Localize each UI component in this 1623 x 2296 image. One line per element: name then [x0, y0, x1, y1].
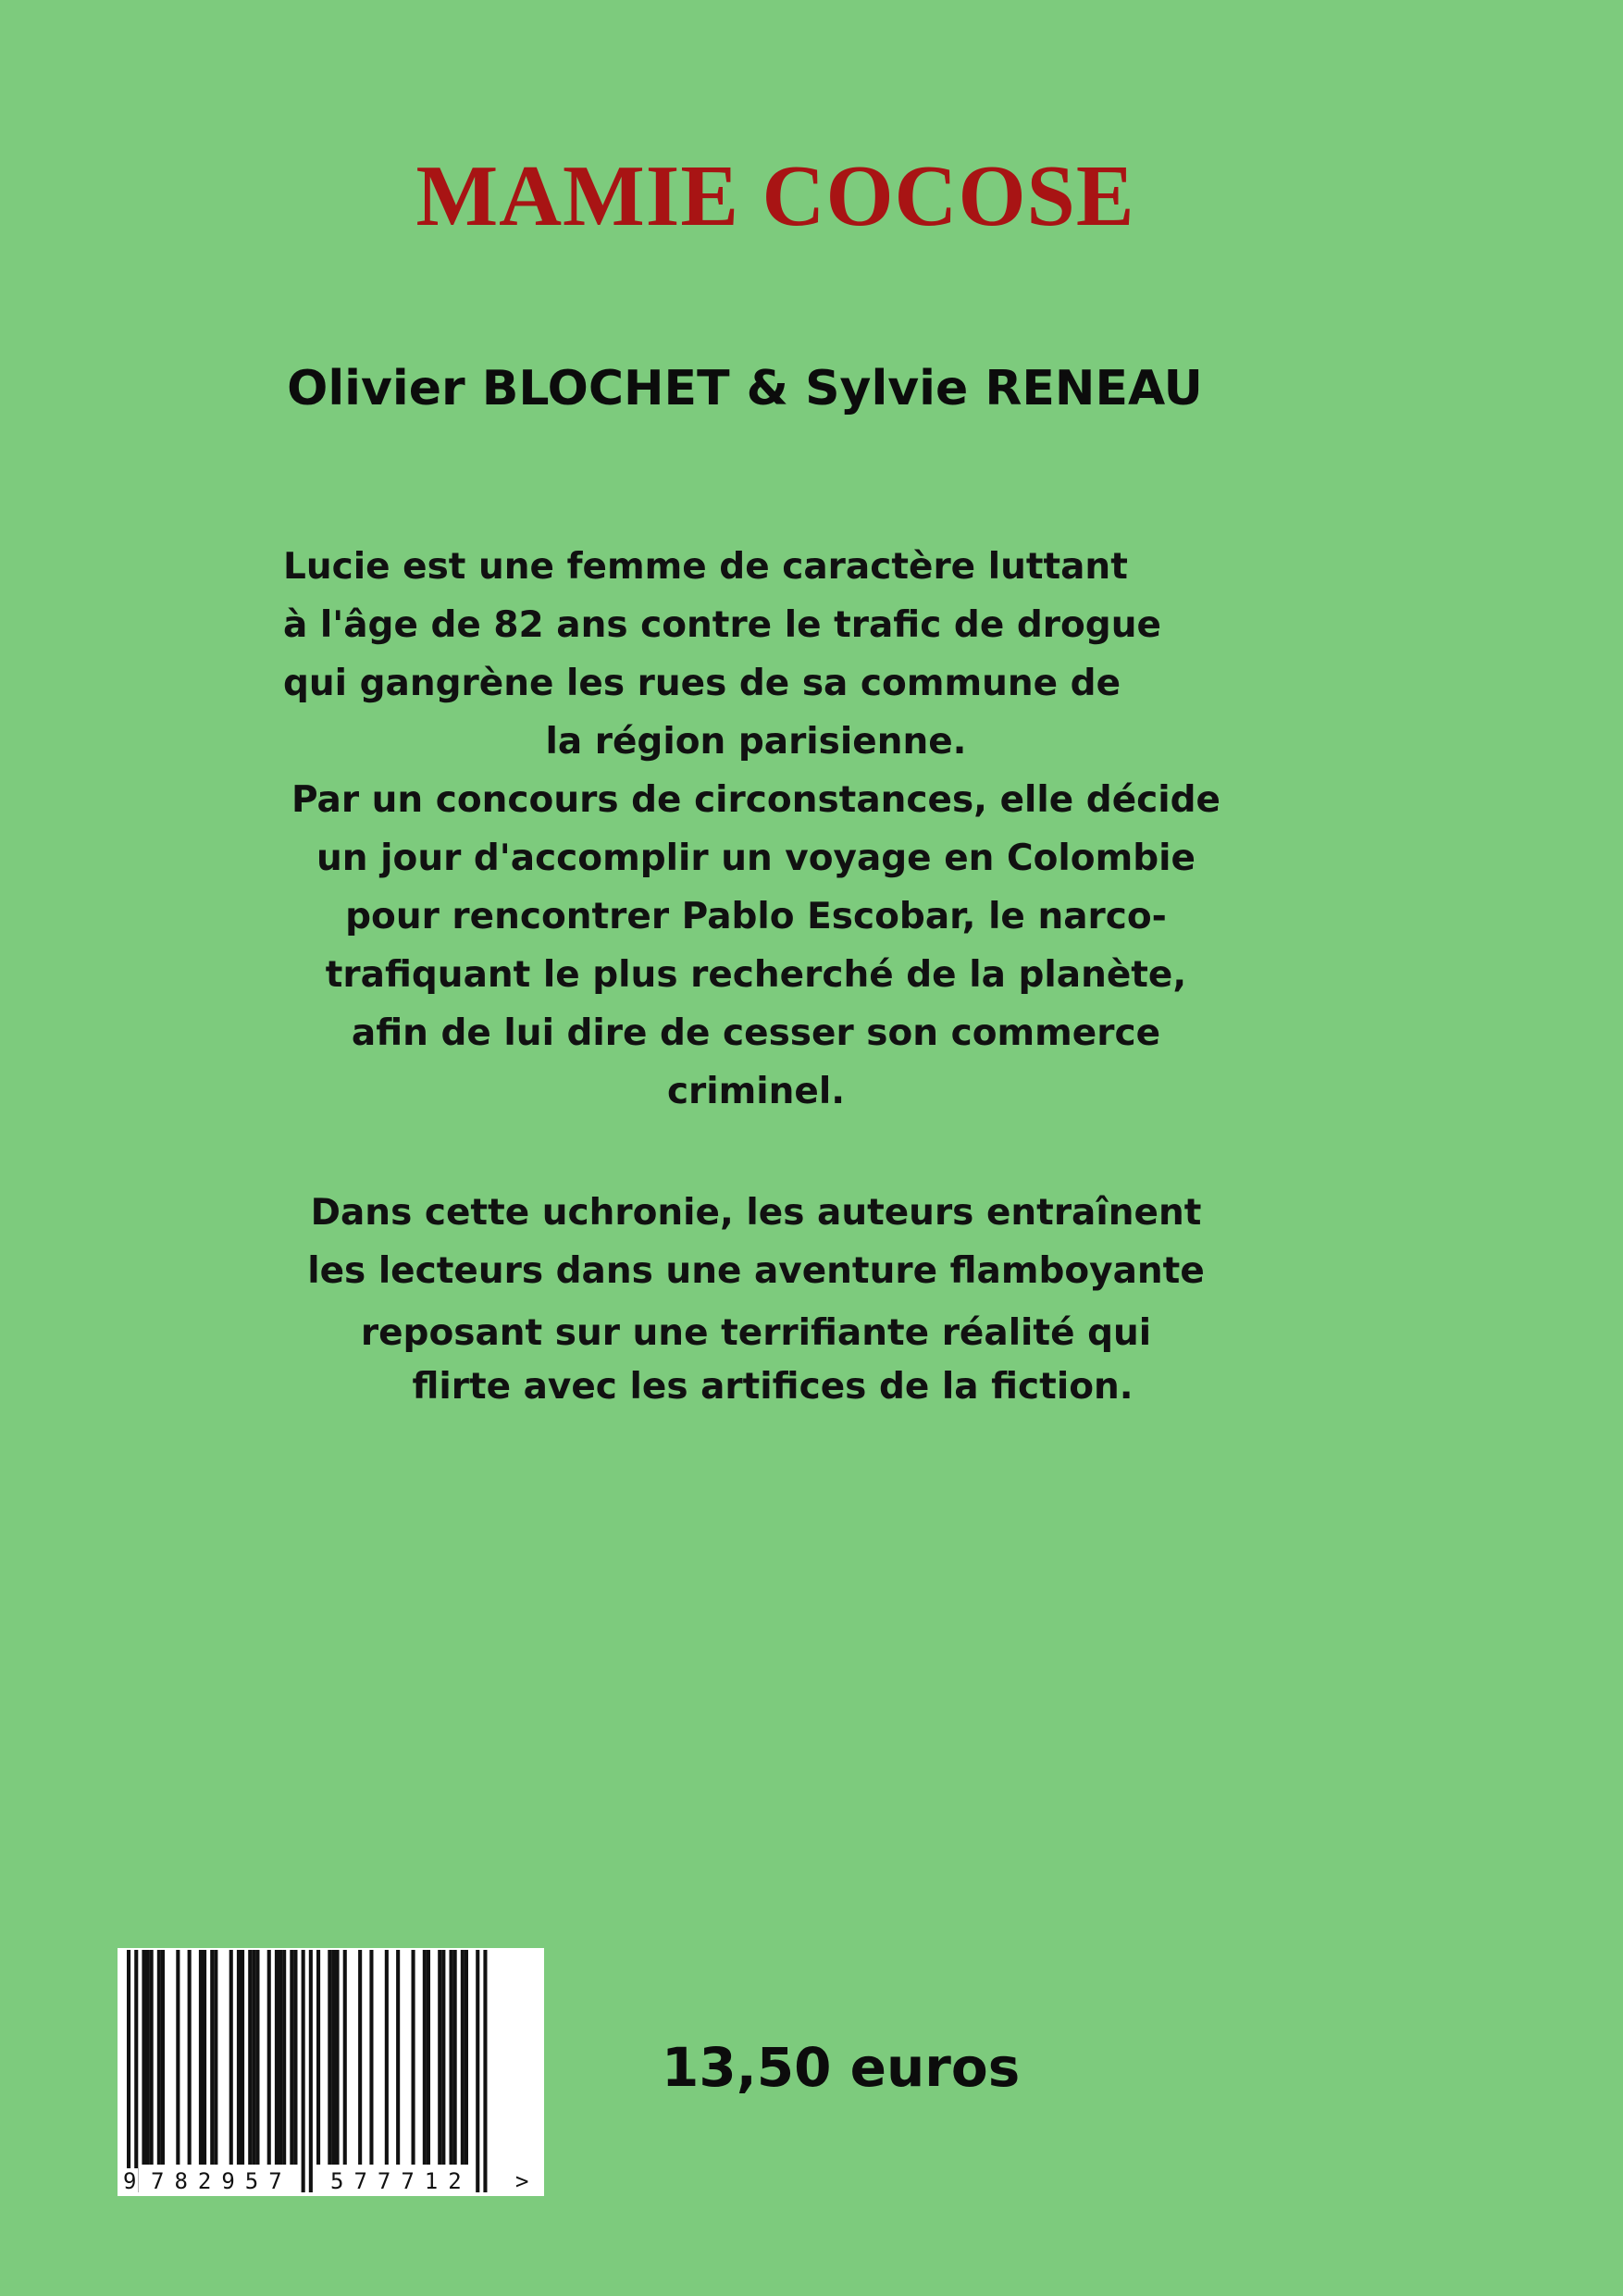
- barcode-bar: [331, 1950, 335, 2165]
- barcode-bar: [328, 1950, 331, 2165]
- blurb-line: Par un concours de circonstances, elle décide: [291, 779, 1221, 821]
- barcode-bar: [476, 1950, 479, 2192]
- barcode-bar: [279, 1950, 282, 2165]
- barcode-bar: [267, 1950, 271, 2165]
- blurb-line: pour rencontrer Pablo Escobar, le narco-: [345, 896, 1167, 937]
- barcode-bar: [293, 1950, 297, 2165]
- barcode-bar: [358, 1950, 362, 2165]
- barcode-bar: [142, 1950, 145, 2165]
- barcode-bar: [453, 1950, 457, 2165]
- isbn-barcode: [118, 1948, 544, 2196]
- barcode-bar: [150, 1950, 154, 2165]
- barcode-bar: [290, 1950, 293, 2165]
- barcode-bar: [248, 1950, 252, 2165]
- barcode-digits: [118, 2166, 544, 2194]
- barcode-lead-digit: 9: [123, 2168, 137, 2194]
- barcode-bar: [188, 1950, 192, 2165]
- barcode-bars: [118, 1948, 544, 2196]
- blurb-line: la région parisienne.: [545, 721, 967, 763]
- barcode-bar: [161, 1950, 165, 2165]
- barcode-bar: [241, 1950, 244, 2165]
- blurb-line: à l'âge de 82 ans contre le trafic de drogue: [283, 604, 1161, 646]
- barcode-bar: [275, 1950, 279, 2165]
- barcode-bar: [309, 1950, 313, 2192]
- barcode-bar: [450, 1950, 453, 2165]
- barcode-bar: [176, 1950, 180, 2165]
- barcode-bar: [427, 1950, 430, 2165]
- barcode-end-mark: >: [515, 2168, 529, 2194]
- barcode-bar: [302, 1950, 305, 2192]
- barcode-bar: [157, 1950, 161, 2165]
- barcode-digit-group: 782957: [151, 2168, 292, 2194]
- blurb-line: flirte avec les artifices de la fiction.: [412, 1366, 1134, 1408]
- blurb-line: Dans cette uchronie, les auteurs entraînent: [310, 1192, 1202, 1234]
- blurb-line: trafiquant le plus recherché de la planète,: [325, 954, 1187, 996]
- barcode-bar: [252, 1950, 255, 2165]
- barcode-bar: [282, 1950, 286, 2165]
- blurb-line: un jour d'accomplir un voyage en Colombie: [316, 838, 1196, 879]
- barcode-bar: [229, 1950, 233, 2165]
- barcode-bar: [237, 1950, 241, 2165]
- barcode-bar: [146, 1950, 150, 2165]
- barcode-bar: [465, 1950, 468, 2165]
- blurb-line: les lecteurs dans une aventure flamboyante: [307, 1250, 1205, 1292]
- book-authors: Olivier BLOCHET & Sylvie RENEAU: [287, 361, 1203, 416]
- barcode-bar: [412, 1950, 415, 2165]
- blurb-line: reposant sur une terrifiante réalité qui: [360, 1312, 1152, 1354]
- barcode-bar: [203, 1950, 206, 2165]
- blurb-line: afin de lui dire de cesser son commerce: [351, 1012, 1161, 1054]
- barcode-bar: [441, 1950, 445, 2165]
- barcode-bar: [423, 1950, 427, 2165]
- barcode-bar: [385, 1950, 389, 2165]
- barcode-bar: [343, 1950, 347, 2165]
- barcode-bar: [483, 1950, 487, 2192]
- barcode-bar: [336, 1950, 340, 2165]
- barcode-bar: [214, 1950, 217, 2165]
- barcode-bar: [199, 1950, 203, 2165]
- barcode-bar: [369, 1950, 373, 2165]
- barcode-bar: [127, 1950, 130, 2192]
- barcode-bar: [461, 1950, 465, 2165]
- barcode-bar: [134, 1950, 138, 2192]
- barcode-bar: [438, 1950, 441, 2165]
- barcode-bar: [255, 1950, 259, 2165]
- blurb-line: qui gangrène les rues de sa commune de: [283, 663, 1121, 704]
- barcode-digit-group: 577712: [330, 2168, 472, 2194]
- blurb-line: criminel.: [666, 1071, 846, 1112]
- book-title: MAMIE COCOSE: [415, 148, 1135, 244]
- barcode-bar: [210, 1950, 214, 2165]
- barcode-bar: [396, 1950, 400, 2165]
- blurb-line: Lucie est une femme de caractère luttant: [283, 546, 1128, 588]
- barcode-bar: [316, 1950, 320, 2165]
- price-label: 13,50 euros: [662, 2036, 1021, 2099]
